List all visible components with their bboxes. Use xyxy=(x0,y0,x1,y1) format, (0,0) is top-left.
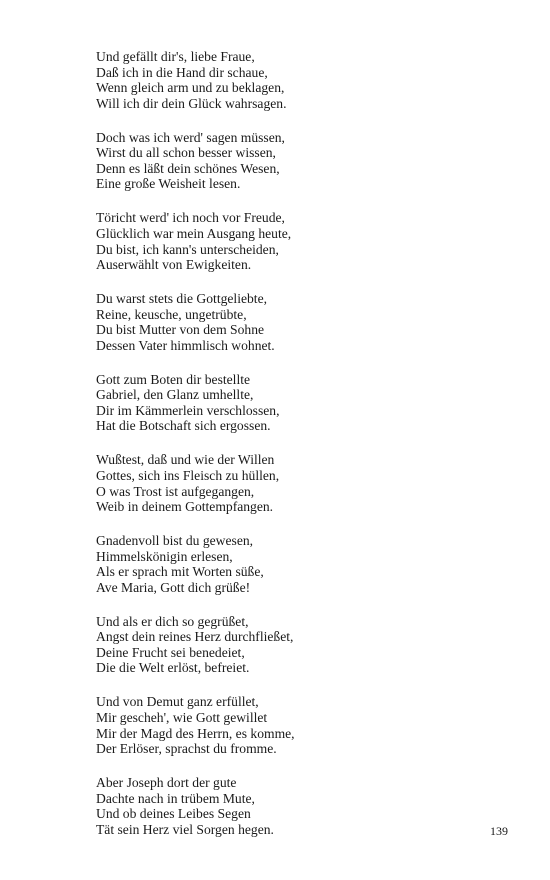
poem-line: Dessen Vater himmlisch wohnet. xyxy=(96,337,275,353)
poem-line: Gott zum Boten dir bestellte xyxy=(96,371,251,387)
stanza-3 xyxy=(96,210,516,272)
poem-line: Daß ich in die Hand dir schaue, xyxy=(96,64,268,80)
poem-line: Eine große Weisheit lesen. xyxy=(96,176,241,192)
poem-line: Will ich dir dein Glück wahrsagen. xyxy=(96,95,287,111)
stanza-9 xyxy=(96,694,516,756)
poem-line: O was Trost ist aufgegangen, xyxy=(96,483,255,499)
poem-line: Mir gescheh', wie Gott gewillet xyxy=(96,709,268,725)
stanza-7 xyxy=(96,533,516,595)
poem-line: Aber Joseph dort der gute xyxy=(96,775,237,791)
stanza-5 xyxy=(96,372,516,434)
poem-line: Deine Frucht sei benedeiet, xyxy=(96,644,245,660)
poem-line: Gabriel, den Glanz umhellte, xyxy=(96,387,254,403)
poem-line: Tät sein Herz viel Sorgen hegen. xyxy=(96,821,274,837)
poem-line: Du warst stets die Gottgeliebte, xyxy=(96,291,268,307)
poem-line: Und als er dich so gegrüßet, xyxy=(96,613,249,629)
stanza-8 xyxy=(96,614,516,676)
poem-line: Auserwählt von Ewigkeiten. xyxy=(96,257,252,273)
poem-line: Glücklich war mein Ausgang heute, xyxy=(96,225,292,241)
poem-line: Mir der Magd des Herrn, es komme, xyxy=(96,725,295,741)
stanza-4 xyxy=(96,291,516,353)
poem-line: Ave Maria, Gott dich grüße! xyxy=(96,579,251,595)
stanza-6 xyxy=(96,452,516,514)
poem-line: Himmelskönigin erlesen, xyxy=(96,548,233,564)
poem xyxy=(96,49,516,856)
poem-line: Der Erlöser, sprachst du fromme. xyxy=(96,741,277,757)
poem-line: Wußtest, daß und wie der Willen xyxy=(96,452,275,468)
poem-line: Wenn gleich arm und zu beklagen, xyxy=(96,80,285,96)
poem-line: Du bist, ich kann's unterscheiden, xyxy=(96,241,279,257)
poem-line: Dachte nach in trübem Mute, xyxy=(96,790,255,806)
poem-line: Dir im Kämmerlein verschlossen, xyxy=(96,402,280,418)
poem-line: Hat die Botschaft sich ergossen. xyxy=(96,418,271,434)
poem-line: Wirst du all schon besser wissen, xyxy=(96,145,276,161)
poem-line: Denn es läßt dein schönes Wesen, xyxy=(96,160,280,176)
poem-line: Weib in deinem Gottempfangen. xyxy=(96,499,274,515)
poem-line: Gnadenvoll bist du gewesen, xyxy=(96,533,254,549)
poem-line: Als er sprach mit Worten süße, xyxy=(96,564,264,580)
page-number: 139 xyxy=(490,824,508,838)
poem-line: Du bist Mutter von dem Sohne xyxy=(96,322,265,338)
poem-line: Und ob deines Leibes Segen xyxy=(96,806,251,822)
stanza-1 xyxy=(96,49,516,111)
stanza-2 xyxy=(96,130,516,192)
stanza-10 xyxy=(96,775,516,837)
poem-line: Die die Welt erlöst, befreiet. xyxy=(96,660,250,676)
poem-line: Töricht werd' ich noch vor Freude, xyxy=(96,210,285,226)
poem-line: Doch was ich werd' sagen müssen, xyxy=(96,129,285,145)
poem-line: Und von Demut ganz erfüllet, xyxy=(96,694,259,710)
poem-line: Reine, keusche, ungetrübte, xyxy=(96,306,247,322)
poem-line: Angst dein reines Herz durchfließet, xyxy=(96,629,294,645)
poem-line: Und gefällt dir's, liebe Fraue, xyxy=(96,49,255,64)
poem-line: Gottes, sich ins Fleisch zu hüllen, xyxy=(96,467,280,483)
